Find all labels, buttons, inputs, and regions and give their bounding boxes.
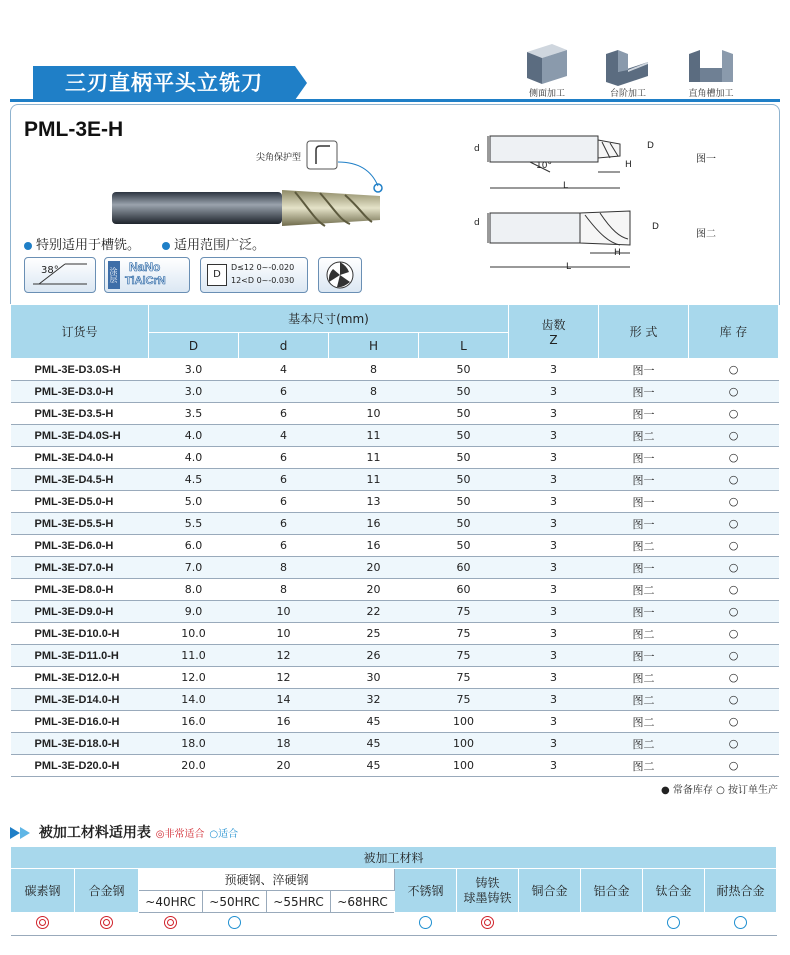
dim-D-fig1: D [647,141,654,151]
cell-D: 11.0 [149,645,239,667]
table-row [11,579,779,601]
cell-teeth: 3 [509,645,599,667]
cell-teeth: 3 [509,579,599,601]
cell-H: 8 [329,359,419,381]
cell-d: 14 [239,689,329,711]
cell-teeth: 3 [509,557,599,579]
table-row [11,601,779,623]
cell-d: 6 [239,447,329,469]
material-rating-4 [267,913,331,936]
material-column-1: 合金钢 [75,869,139,913]
hardness-sub-3: ~68HRC [331,891,395,913]
table-row [11,359,779,381]
cell-H: 11 [329,469,419,491]
title-underline [10,99,780,102]
helix-angle-badge [24,257,96,293]
materials-group-header: 被加工材料 [11,847,777,869]
cell-D: 14.0 [149,689,239,711]
cell-teeth: 3 [509,469,599,491]
material-rating-2 [139,913,203,936]
cell-L: 75 [419,689,509,711]
cell-code: PML-3E-D4.5-H [11,469,149,491]
cell-teeth: 3 [509,623,599,645]
cell-d: 6 [239,513,329,535]
cell-code: PML-3E-D7.0-H [11,557,149,579]
cell-code: PML-3E-D11.0-H [11,645,149,667]
op-label-step: 台阶加工 [609,89,646,99]
header-L: L [419,333,509,359]
corner-protection-label: 尖角保护型 [256,153,302,163]
table-row [11,491,779,513]
cell-L: 50 [419,359,509,381]
cell-D: 9.0 [149,601,239,623]
cell-H: 26 [329,645,419,667]
header-teeth-sub: Z [549,333,558,347]
cell-form: 图二 [599,733,689,755]
tolerance-line1: D≤12 0~-0.020 [231,263,295,272]
cell-D: 20.0 [149,755,239,777]
cell-L: 75 [419,667,509,689]
cell-H: 22 [329,601,419,623]
cell-form: 图一 [599,381,689,403]
cell-d: 10 [239,601,329,623]
cell-code: PML-3E-D12.0-H [11,667,149,689]
cell-teeth: 3 [509,381,599,403]
material-column-3: 不锈钢 [395,869,457,913]
cell-D: 3.0 [149,381,239,403]
cell-code: PML-3E-D20.0-H [11,755,149,777]
cell-form: 图二 [599,425,689,447]
cell-L: 75 [419,645,509,667]
cell-H: 20 [329,557,419,579]
cell-H: 20 [329,579,419,601]
suitable-icon [419,916,432,929]
material-column-4: 铸铁 球墨铸铁 [457,869,519,913]
very-suitable-icon [481,916,494,929]
table-row [11,447,779,469]
hardness-sub-0: ~40HRC [139,891,203,913]
cell-D: 4.0 [149,447,239,469]
coating-line2: TiAlCrN [125,275,166,287]
material-column-0: 碳素钢 [11,869,75,913]
cell-form: 图一 [599,359,689,381]
table-row [11,535,779,557]
tolerance-badge [200,257,308,293]
cell-d: 10 [239,623,329,645]
cell-teeth: 3 [509,425,599,447]
page-title: 三刃直柄平头立铣刀 [33,66,295,100]
material-column-2: 预硬钢、淬硬钢 [139,869,395,891]
table-row [11,711,779,733]
bullet-icon [162,242,170,250]
dim-H-fig2: H [614,248,621,258]
cell-D: 6.0 [149,535,239,557]
cell-stock: ○ [689,425,779,447]
dim-d-fig2: d [474,218,480,228]
cell-d: 4 [239,425,329,447]
cell-form: 图二 [599,535,689,557]
cell-H: 16 [329,513,419,535]
material-rating-6 [395,913,457,936]
header-code: 订货号 [11,305,149,359]
drawing-figure-one [470,128,670,198]
cell-D: 4.5 [149,469,239,491]
table-row [11,513,779,535]
cell-teeth: 3 [509,403,599,425]
cell-teeth: 3 [509,601,599,623]
cell-stock: ○ [689,667,779,689]
feature-range-text: 适用范围广泛。 [174,238,266,253]
cell-L: 50 [419,447,509,469]
very-suitable-icon [100,916,113,929]
material-column-7: 钛合金 [643,869,705,913]
cell-H: 8 [329,381,419,403]
cell-form: 图一 [599,403,689,425]
coating-badge [104,257,190,293]
header-form: 形 式 [599,305,689,359]
cell-d: 4 [239,359,329,381]
cell-L: 100 [419,711,509,733]
cell-code: PML-3E-D14.0-H [11,689,149,711]
cell-form: 图二 [599,689,689,711]
cell-code: PML-3E-D3.5-H [11,403,149,425]
cell-form: 图一 [599,601,689,623]
cell-L: 50 [419,403,509,425]
table-row [11,645,779,667]
cell-D: 5.5 [149,513,239,535]
cell-H: 45 [329,733,419,755]
materials-table [10,846,777,936]
dim-L-fig2: L [566,262,572,272]
cell-H: 45 [329,711,419,733]
cell-stock: ○ [689,447,779,469]
dim-H-fig1: H [625,160,632,170]
cell-D: 3.0 [149,359,239,381]
header-D: D [149,333,239,359]
table-row [11,733,779,755]
cell-D: 18.0 [149,733,239,755]
cell-teeth: 3 [509,733,599,755]
cell-form: 图二 [599,711,689,733]
cell-form: 图二 [599,755,689,777]
cell-teeth: 3 [509,535,599,557]
cell-L: 50 [419,425,509,447]
flute-count-badge [318,257,362,293]
cell-d: 12 [239,645,329,667]
material-rating-3 [203,913,267,936]
cell-stock: ○ [689,623,779,645]
material-rating-1 [75,913,139,936]
table-row [11,689,779,711]
header-d: d [239,333,329,359]
material-column-5: 铜合金 [519,869,581,913]
cell-form: 图一 [599,513,689,535]
cell-stock: ○ [689,513,779,535]
cell-D: 5.0 [149,491,239,513]
three-flute-icon [319,258,361,292]
legend-suitable: ○适合 [209,829,239,840]
cell-teeth: 3 [509,689,599,711]
header-teeth [509,305,599,359]
cell-L: 50 [419,513,509,535]
cell-code: PML-3E-D3.0-H [11,381,149,403]
suitable-icon [734,916,747,929]
step-milling-icon [603,42,653,86]
cell-stock: ○ [689,733,779,755]
feature-range [162,234,265,253]
cell-form: 图一 [599,469,689,491]
stock-legend: ● 常备库存 ○ 按订单生产 [661,785,778,796]
material-column-8: 耐热合金 [705,869,777,913]
cell-d: 6 [239,403,329,425]
corner-detail-icon [306,140,338,170]
table-row [11,667,779,689]
material-rating-0 [11,913,75,936]
cell-stock: ○ [689,689,779,711]
material-rating-5 [331,913,395,936]
cell-code: PML-3E-D4.0S-H [11,425,149,447]
materials-heading-text: 被加工材料适用表 [38,825,151,841]
cell-form: 图二 [599,667,689,689]
cell-H: 30 [329,667,419,689]
material-column-6: 铝合金 [581,869,643,913]
cell-L: 75 [419,623,509,645]
material-rating-11 [705,913,777,936]
product-code: PML-3E-H [24,118,124,141]
cell-L: 100 [419,755,509,777]
bullet-icon [24,242,32,250]
helix-angle-value: 38° [41,265,59,276]
hardness-sub-2: ~55HRC [267,891,331,913]
hardness-sub-1: ~50HRC [203,891,267,913]
dim-D-fig2: D [652,222,659,232]
cell-H: 25 [329,623,419,645]
dim-L-fig1: L [563,181,569,191]
helix-angle-icon [25,258,95,292]
figure-two-label: 图二 [696,229,716,240]
cell-code: PML-3E-D5.5-H [11,513,149,535]
cell-code: PML-3E-D5.0-H [11,491,149,513]
cell-D: 10.0 [149,623,239,645]
cell-form: 图一 [599,447,689,469]
cell-D: 8.0 [149,579,239,601]
cell-code: PML-3E-D6.0-H [11,535,149,557]
cell-code: PML-3E-D8.0-H [11,579,149,601]
table-row [11,403,779,425]
cell-L: 50 [419,469,509,491]
cell-H: 32 [329,689,419,711]
side-milling-icon [522,42,572,86]
cell-stock: ○ [689,359,779,381]
cell-L: 100 [419,733,509,755]
table-row [11,623,779,645]
cell-d: 20 [239,755,329,777]
cell-D: 7.0 [149,557,239,579]
cell-form: 图一 [599,557,689,579]
legend-very-suitable: ◎非常适合 [155,829,205,840]
cell-d: 18 [239,733,329,755]
cell-H: 45 [329,755,419,777]
cell-D: 4.0 [149,425,239,447]
cell-code: PML-3E-D4.0-H [11,447,149,469]
coating-line1: NaNo [129,260,161,274]
slot-milling-icon [686,42,736,86]
cell-teeth: 3 [509,667,599,689]
figure-one-label: 图一 [696,154,716,165]
spec-table [10,304,779,777]
very-suitable-icon [36,916,49,929]
cell-stock: ○ [689,579,779,601]
cell-stock: ○ [689,469,779,491]
tolerance-line2: 12<D 0~-0.030 [231,276,295,285]
cell-H: 16 [329,535,419,557]
cell-stock: ○ [689,755,779,777]
cell-form: 图一 [599,645,689,667]
cell-d: 16 [239,711,329,733]
cell-code: PML-3E-D10.0-H [11,623,149,645]
cell-teeth: 3 [509,513,599,535]
cell-stock: ○ [689,403,779,425]
cell-code: PML-3E-D16.0-H [11,711,149,733]
cell-L: 60 [419,557,509,579]
cell-stock: ○ [689,645,779,667]
materials-heading [10,822,238,842]
cell-d: 12 [239,667,329,689]
cell-code: PML-3E-D18.0-H [11,733,149,755]
cell-stock: ○ [689,381,779,403]
feature-slot-text: 特别适用于槽铣。 [36,238,141,253]
cell-L: 50 [419,491,509,513]
cell-D: 12.0 [149,667,239,689]
cell-teeth: 3 [509,711,599,733]
tolerance-symbol: D [207,264,227,286]
cell-L: 75 [419,601,509,623]
table-row [11,755,779,777]
cell-H: 11 [329,425,419,447]
header-H: H [329,333,419,359]
table-row [11,469,779,491]
cell-d: 6 [239,469,329,491]
table-row [11,557,779,579]
cell-d: 6 [239,381,329,403]
cell-D: 16.0 [149,711,239,733]
cell-stock: ○ [689,557,779,579]
cell-stock: ○ [689,535,779,557]
callout-line [338,160,388,190]
coating-prefix: 涂层 [108,261,120,289]
cell-code: PML-3E-D3.0S-H [11,359,149,381]
table-row [11,381,779,403]
cell-H: 10 [329,403,419,425]
material-rating-8 [519,913,581,936]
cell-form: 图一 [599,491,689,513]
material-rating-10 [643,913,705,936]
cell-d: 8 [239,557,329,579]
double-arrow-icon [10,827,34,839]
cell-form: 图二 [599,579,689,601]
suitable-icon [667,916,680,929]
cell-H: 13 [329,491,419,513]
cell-code: PML-3E-D9.0-H [11,601,149,623]
cell-H: 11 [329,447,419,469]
header-stock: 库 存 [689,305,779,359]
table-row [11,425,779,447]
cell-d: 6 [239,491,329,513]
dim-d-fig1: d [474,144,480,154]
cell-L: 50 [419,381,509,403]
cell-d: 8 [239,579,329,601]
material-rating-7 [457,913,519,936]
very-suitable-icon [164,916,177,929]
cell-stock: ○ [689,711,779,733]
feature-slot [24,234,140,253]
cell-d: 6 [239,535,329,557]
cell-L: 60 [419,579,509,601]
cell-stock: ○ [689,601,779,623]
cell-teeth: 3 [509,447,599,469]
cell-L: 50 [419,535,509,557]
dim-angle-fig1: 10° [536,161,552,171]
suitable-icon [228,916,241,929]
cell-stock: ○ [689,491,779,513]
material-rating-9 [581,913,643,936]
op-label-slot: 直角槽加工 [688,89,734,99]
header-basic-size: 基本尺寸(mm) [149,305,509,333]
cell-form: 图二 [599,623,689,645]
header-teeth-label: 齿数 [541,318,566,332]
cell-teeth: 3 [509,359,599,381]
op-label-side: 侧面加工 [528,89,565,99]
cell-D: 3.5 [149,403,239,425]
cell-teeth: 3 [509,491,599,513]
cell-teeth: 3 [509,755,599,777]
